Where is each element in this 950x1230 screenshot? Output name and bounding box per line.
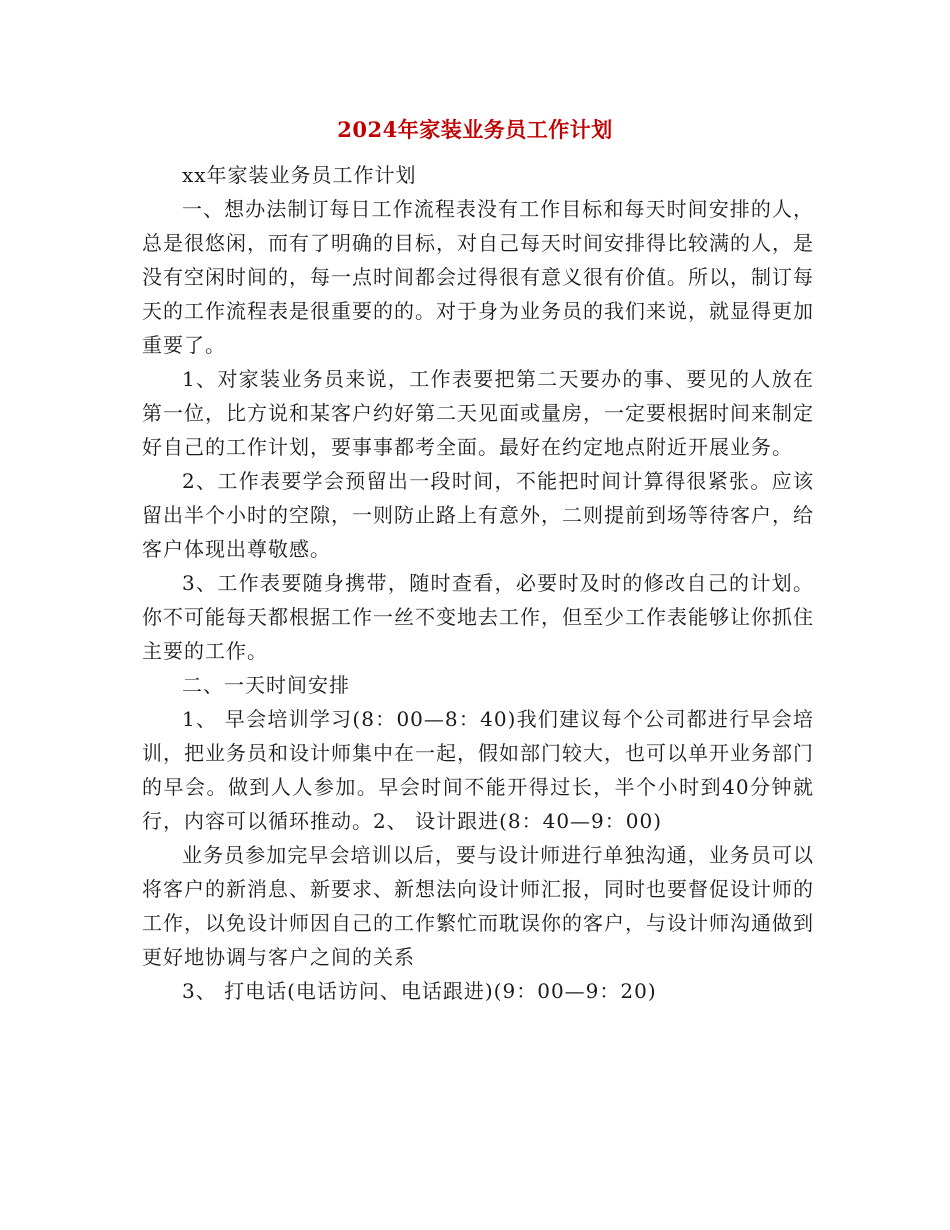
- paragraph: 1、 早会培训学习(8：00—8：40)我们建议每个公司都进行早会培训，把业务员和设计师集中在一起，假如部门较大，也可以单开业务部门的早会。做到人人参加。早会时间不能开得过长，半个小时到40分钟就行，内容可以循环推动。2、 设计跟进(8：40—9：00): [142, 707, 814, 833]
- document-title: 2024年家装业务员工作计划: [337, 117, 613, 142]
- paragraph: 3、 打电话(电话访问、电话跟进)(9：00—9：20): [182, 979, 657, 1003]
- paragraph: 1、对家装业务员来说，工作表要把第二天要办的事、要见的人放在第一位，比方说和某客户约好第二天见面或量房，一定要根据时间来制定好自己的工作计划，要事事都考全面。最好在约定地点附近开展业务。: [142, 367, 814, 459]
- paragraph: 2、工作表要学会预留出一段时间，不能把时间计算得很紧张。应该留出半个小时的空隙，一则防止路上有意外，二则提前到场等待客户，给客户体现出尊敬感。: [142, 469, 814, 561]
- paragraph: 3、工作表要随身携带，随时查看，必要时及时的修改自己的计划。你不可能每天都根据工作一丝不变地去工作，但至少工作表能够让你抓住主要的工作。: [142, 571, 814, 663]
- paragraph: 一、想办法制订每日工作流程表没有工作目标和每天时间安排的人，总是很悠闲，而有了明确的目标，对自己每天时间安排得比较满的人，是没有空闲时间的，每一点时间都会过得很有意义很有价值。所以，制订每天的工作流程表是很重要的的。对于身为业务员的我们来说，就显得更加重要了。: [142, 197, 814, 357]
- document-body: [142, 158, 814, 1008]
- paragraph: 业务员参加完早会培训以后，要与设计师进行单独沟通，业务员可以将客户的新消息、新要求、新想法向设计师汇报，同时也要督促设计师的工作，以免设计师因自己的工作繁忙而耽误你的客户，与设计师沟通做到更好地协调与客户之间的关系: [142, 843, 814, 969]
- paragraph: 二、一天时间安排: [182, 673, 350, 697]
- paragraph: xx年家装业务员工作计划: [182, 163, 417, 187]
